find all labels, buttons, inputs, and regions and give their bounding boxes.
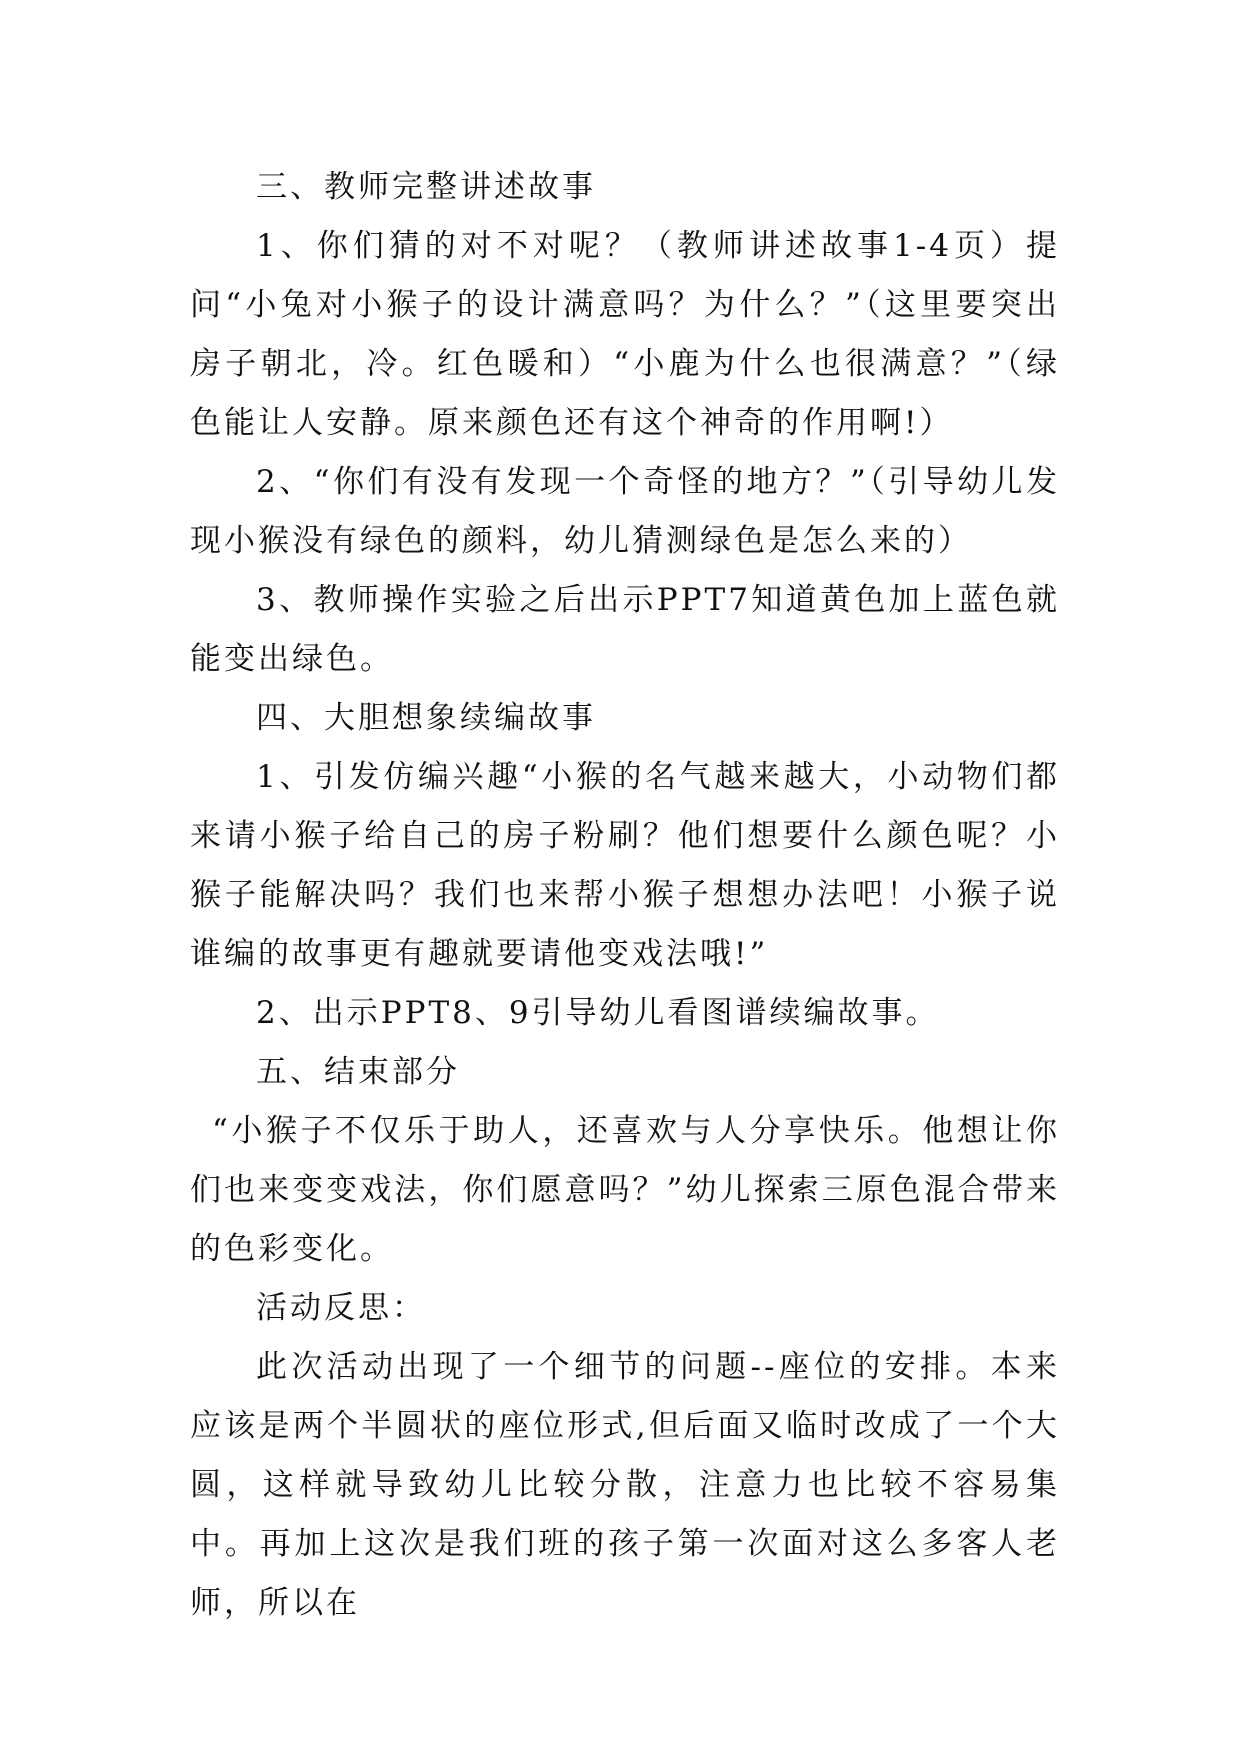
paragraph: 1、你们猜的对不对呢？（教师讲述故事1-4页）提问“小兔对小猴子的设计满意吗？为什么？”（这里要突出房子朝北，冷。红色暖和）“小鹿为什么也很满意？”（绿色能让人安静。原来颜色还有这个神奇的作用啊!） xyxy=(190,228,1060,441)
paragraph: 此次活动出现了一个细节的问题--座位的安排。本来应该是两个半圆状的座位形式,但后面又临时改成了一个大圆，这样就导致幼儿比较分散，注意力也比较不容易集中。再加上这次是我们班的孩子第一次面对这么多客人老师，所以在 xyxy=(190,1349,1060,1621)
reflection-heading: 活动反思： xyxy=(256,1290,426,1326)
section-heading-3: 三、教师完整讲述故事 xyxy=(256,169,596,205)
paragraph: “小猴子不仅乐于助人，还喜欢与人分享快乐。他想让你们也来变变戏法，你们愿意吗？”幼儿探索三原色混合带来的色彩变化。 xyxy=(190,1113,1060,1267)
section-heading-4: 四、大胆想象续编故事 xyxy=(256,700,596,736)
paragraph: 3、教师操作实验之后出示PPT7知道黄色加上蓝色就能变出绿色。 xyxy=(190,582,1060,677)
paragraph: 2、“你们有没有发现一个奇怪的地方？”（引导幼儿发现小猴没有绿色的颜料，幼儿猜测绿色是怎么来的） xyxy=(190,464,1060,559)
document-body xyxy=(190,158,1060,1633)
paragraph: 2、出示PPT8、9引导幼儿看图谱续编故事。 xyxy=(256,995,940,1031)
section-heading-5: 五、结束部分 xyxy=(256,1054,460,1090)
paragraph: 1、引发仿编兴趣“小猴的名气越来越大，小动物们都来请小猴子给自己的房子粉刷？他们想要什么颜色呢？小猴子能解决吗？我们也来帮小猴子想想办法吧！小猴子说谁编的故事更有趣就要请他变戏法哦!” xyxy=(190,759,1060,972)
